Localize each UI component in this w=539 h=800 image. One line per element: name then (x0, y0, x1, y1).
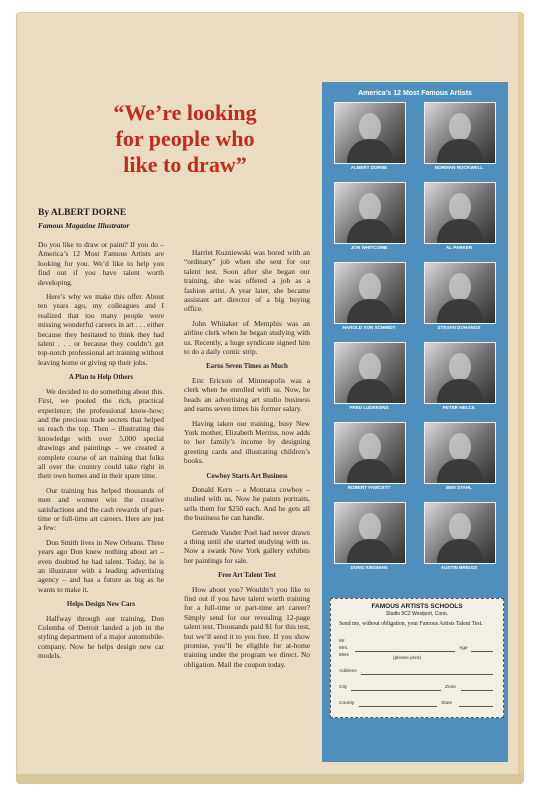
subheading: A Plan to Help Others (68, 374, 134, 382)
article-column-2 (184, 248, 310, 674)
portrait-figure (437, 379, 483, 403)
artist-portrait (424, 182, 496, 244)
order-coupon (330, 598, 504, 718)
artist-portrait (334, 422, 406, 484)
portrait-face (449, 353, 471, 381)
field-label-mr: Mr. (339, 639, 346, 644)
artist-name: JON WHITCOMB (350, 245, 388, 250)
artist-portrait (424, 422, 496, 484)
portrait-face (359, 273, 381, 301)
field-label-county: County (339, 701, 355, 706)
paragraph: Here’s why we make this offer. About ten years ago, my colleagues and I realized that too many people were missing wonderful careers in art . . . either because they hesitated to think they had talent . . . or because they couldn’t get top-notch professional art training without leaving home or giving up their jobs. (38, 292, 164, 367)
subheading: Free Art Talent Test (218, 572, 276, 580)
field-label-mrs: Mrs. (339, 646, 349, 651)
page-edge (518, 12, 524, 784)
paragraph: Don Smith lives in New Orleans. Three years ago Don knew nothing about art – even doubted he had talent. Today, he is an illustrator with a leading advertising agency – and has a future as big as he wants to make it. (38, 537, 164, 594)
coupon-address: Studio 5C2 Westport, Conn. (385, 611, 449, 617)
portrait-figure (347, 139, 393, 163)
portrait-face (359, 433, 381, 461)
portrait-face (359, 353, 381, 381)
portrait-figure (437, 299, 483, 323)
field-label-age: Age (459, 646, 468, 651)
portrait-figure (437, 539, 483, 563)
artist-portrait (424, 342, 496, 404)
portrait-face (359, 513, 381, 541)
paragraph: How about you? Wouldn’t you like to find out if you have talent worth training for a full-time or part-time art career? Simply send for our revealing 12-page talent test. Thousands paid $1 for this test, but we’ll send it to you free. If you show promise, you’ll be eligible for at-home training under the program we direct. No obligation. Mail the coupon today. (184, 584, 310, 669)
artist-name: ROBERT FAWCETT (347, 485, 391, 490)
portrait-face (449, 433, 471, 461)
artist-name: NORMAN ROCKWELL (434, 165, 484, 170)
portrait-face (449, 113, 471, 141)
portrait-figure (437, 219, 483, 243)
paragraph: We decided to do something about this. First, we pooled the rich, practical experience; the professional know-how; and the precious trade secrets that helped us reach the top. Then – illustrating this knowledge with over 5,000 special drawings and paintings – we created a complete course of art training that folks all over the country could take right in their own homes and in their spare time. (38, 386, 164, 481)
field-label-miss: Miss (339, 653, 349, 658)
artist-portrait (424, 102, 496, 164)
subheading: Cowboy Starts Art Business (206, 472, 288, 480)
state-field[interactable] (459, 706, 493, 707)
artist-name: AUSTIN BRIGGS (440, 565, 478, 570)
portrait-face (359, 193, 381, 221)
panel-title: America’s 12 Most Famous Artists (358, 90, 472, 97)
artist-name: ALBERT DORNE (350, 165, 388, 170)
paragraph: Eric Ericson of Minneapolis was a clerk when he enrolled with us. Now, he heads an advertising art studio business and earns seven times his former salary. (184, 375, 310, 414)
print-note: (please print) (393, 656, 421, 661)
paragraph: Donald Kern – a Montana cowboy – studied with us. Now he paints portraits, sells them for $250 each. And he gets all the business he can handle. (184, 484, 310, 523)
artist-name: HAROLD VON SCHMIDT (342, 325, 396, 330)
portrait-face (359, 113, 381, 141)
coupon-title: FAMOUS ARTISTS SCHOOLS (371, 603, 463, 610)
field-label-zone: Zone (445, 685, 456, 690)
artist-portrait (334, 102, 406, 164)
portrait-figure (437, 139, 483, 163)
paragraph: Halfway through our training, Don Colemba of Detroit landed a job in the styling department of a major automobile-company. Now he helps design new car models. (38, 613, 164, 661)
paragraph: Gertrude Vander Poel had never drawn a thing until she started studying with us. Now a swank New York gallery exhibits her paintings for sale. (184, 527, 310, 565)
artist-portrait (424, 502, 496, 564)
artist-name: FRED LUDEKENS (349, 405, 389, 410)
zone-field[interactable] (461, 690, 493, 691)
portrait-figure (347, 539, 393, 563)
portrait-figure (347, 459, 393, 483)
field-label-state: State (441, 701, 453, 706)
artist-name: DONG KINGMAN (350, 565, 388, 570)
portrait-face (449, 193, 471, 221)
paragraph: Having taken our training, busy New York mother, Elizabeth Merriss, now adds to her family’s income by designing greeting cards and illustrating children’s books. (184, 418, 310, 466)
field-label-city: City (339, 685, 348, 690)
paragraph: Harriet Kuzniewski was bored with an “ordinary” job when she sent for our talent test. Soon after she began our training, she was offered a job as a fashion artist. A year later, she became assistant art director of a big buying office. (184, 248, 310, 314)
artist-portrait (334, 182, 406, 244)
subheading: Helps Design New Cars (66, 601, 136, 609)
city-field[interactable] (351, 690, 441, 691)
article-column-1 (38, 240, 164, 666)
paragraph: John Whitaker of Memphis was an airline clerk when he began studying with us. Recently, a huge syndicate signed him to do a daily comic strip. (184, 318, 310, 357)
age-field[interactable] (471, 651, 493, 652)
address-field[interactable] (361, 674, 493, 675)
field-label-address: Address (339, 669, 357, 674)
artist-name: STEVAN DOHANOS (437, 325, 481, 330)
portrait-face (449, 273, 471, 301)
portrait-figure (437, 459, 483, 483)
paragraph: Do you like to draw or paint? If you do – America’s 12 Most Famous Artists are looking for you. We’d like to help you find out if you have talent worth developing. (38, 240, 164, 287)
artist-portrait (334, 502, 406, 564)
page-edge (16, 774, 524, 784)
subheading: Earns Seven Times as Much (206, 363, 288, 371)
coupon-text: Send me, without obligation, your Famous Artists Talent Test. (339, 621, 483, 627)
artist-name: PETER HELCK (442, 405, 476, 410)
artist-portrait (334, 342, 406, 404)
byline-author: By ALBERT DORNE (38, 208, 127, 218)
portrait-figure (347, 219, 393, 243)
byline-title: Famous Magazine Illustrator (38, 221, 130, 230)
artist-portrait (334, 262, 406, 324)
portrait-figure (347, 299, 393, 323)
county-field[interactable] (359, 706, 437, 707)
name-field[interactable] (355, 651, 455, 652)
artist-name: BEN STAHL (446, 485, 472, 490)
headline: “We’re looking for people who like to draw” (113, 100, 257, 177)
artist-portrait (424, 262, 496, 324)
portrait-face (449, 513, 471, 541)
artist-name: AL PARKER (445, 245, 473, 250)
portrait-figure (347, 379, 393, 403)
paragraph: Our training has helped thousands of men and women win the creative satisfactions and the cash rewards of part-time or full-time art careers. Here are just a few: (38, 485, 164, 533)
